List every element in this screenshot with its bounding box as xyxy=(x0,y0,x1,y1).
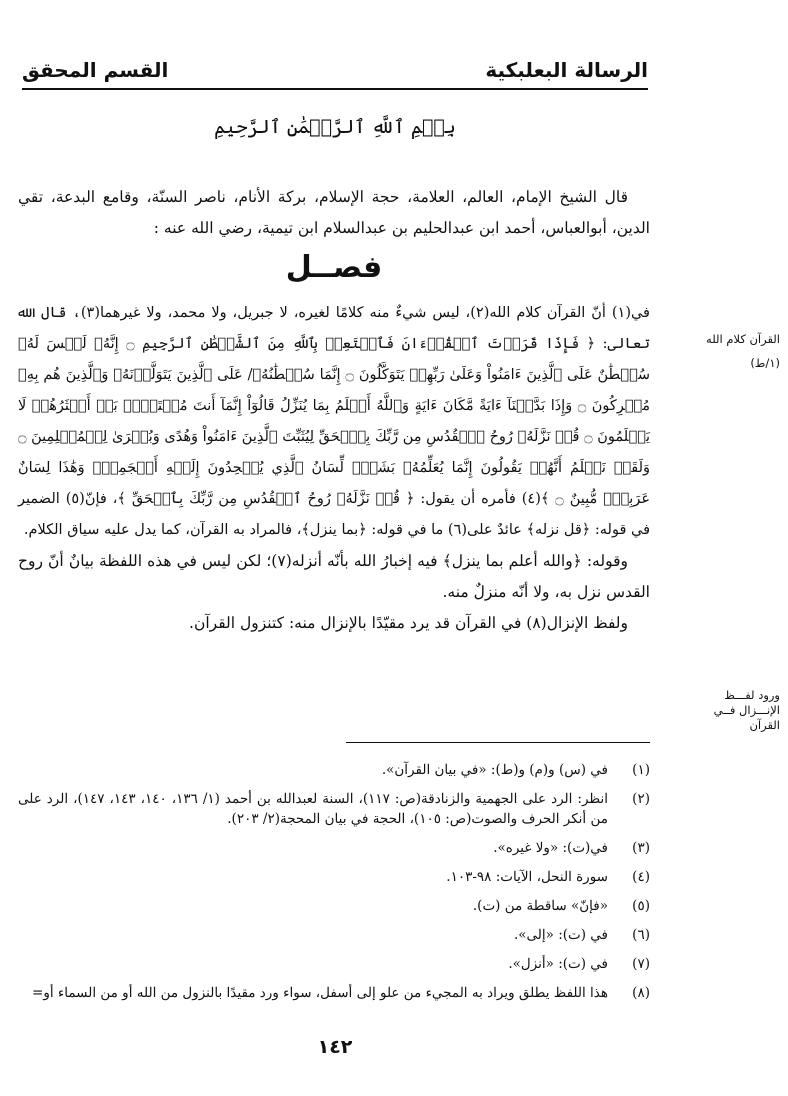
page-number: ١٤٢ xyxy=(317,1036,353,1058)
footnote xyxy=(18,789,650,829)
footnote-number: (٨) xyxy=(632,985,650,1001)
footnote-text: سورة النحل، الآيات: ٩٨-١٠٣. xyxy=(446,869,608,885)
footnote-text: انظر: الرد على الجهمية والزنادقة(ص: ١١٧)، السنة لعبدالله بن أحمد (١/ ١٣٦، ١٤٠، ١٤٣، ١٤٧)، الرد على من أنكر الحرف والصوت(ص: ١٠٥)، الحجة في بيان المحجة(٢/ ٢٠٣). xyxy=(18,791,608,827)
paragraph-ilfaz: ولفظ الإنزال(٨) في القرآن قد يرد مقيّدًا بالإنزال منه: كتنزول القرآن. xyxy=(189,614,628,632)
section-title: القسم المحقق xyxy=(22,58,169,82)
footnote-number: (١) xyxy=(632,762,650,778)
footnote-rule xyxy=(346,742,650,743)
book-title: الرسالة البعلبكية xyxy=(485,58,648,82)
footnote xyxy=(18,760,650,780)
footnote-text: في(ت): «ولا غيره». xyxy=(493,840,608,856)
margin-note-quran: القرآن كلام الله xyxy=(706,332,780,346)
footnote xyxy=(18,983,650,1003)
footnote xyxy=(18,867,650,887)
running-header xyxy=(22,58,648,90)
footnote-number: (٥) xyxy=(632,898,650,914)
footnote xyxy=(18,925,650,945)
section-heading: فصــل xyxy=(285,250,383,285)
footnote-number: (٧) xyxy=(632,956,650,972)
footnote-number: (٦) xyxy=(632,927,650,943)
footnote-text: في (س) و(م) و(ط): «في بيان القرآن». xyxy=(381,762,608,778)
main-text xyxy=(18,182,650,639)
footnote-text: في (ت): «أنزل». xyxy=(508,956,608,972)
footnote-text: «فإنّ» ساقطة من (ت). xyxy=(472,898,608,914)
footnote-number: (٤) xyxy=(632,869,650,885)
basmala: بِسۡمِ ٱللَّهِ ٱلرَّحۡمَٰنِ ٱلرَّحِيمِ xyxy=(214,116,456,138)
footnotes xyxy=(18,760,650,1012)
footnote xyxy=(18,896,650,916)
margin-note-folio: (١/ط) xyxy=(750,356,780,370)
footnote xyxy=(18,954,650,974)
paragraph-inzal: وقوله: ﴿والله أعلم بما ينزل﴾ فيه إخبارُ الله بأنّه أنزله(٧)؛ لكن ليس في هذه اللفظة بيانٌ أنّ روح القدس نزل به، ولا أنّه منزلٌ منه. xyxy=(18,552,650,601)
footnote-text: هذا اللفظ يطلق ويراد به المجيء من علو إلى أسفل، سواء ورد مقيدًا بالنزول من الله أو من السماء أو= xyxy=(32,985,608,1001)
margin-note-inzal: ورود لفـــظ الإنـــزال فــي القرآن xyxy=(713,688,780,732)
footnote-number: (٣) xyxy=(632,840,650,856)
footnote-text: في (ت): «إلى». xyxy=(513,927,608,943)
footnote xyxy=(18,838,650,858)
header-rule xyxy=(22,88,648,90)
paragraph-quran: في(١) أنّ القرآن كلام الله(٢)، ليس شيءٌ منه كلامًا لغيره، لا جبريل، ولا محمد، ولا غيرهما(٣)، قال الله تعالى: ﴿ فَإِذَا قَرَأۡتَ ٱلۡقُرۡءَانَ فَٱسۡتَعِذۡ بِٱللَّهِ مِنَ ٱلشَّيۡطَٰنِ ٱلرَّجِيمِ ۝ إِنَّهُۥ لَيۡسَ لَهُۥ سُلۡطَٰنٌ عَلَى ٱلَّذِينَ ءَامَنُواْ وَعَلَىٰ رَبِّهِمۡ يَتَوَكَّلُونَ ۝ إِنَّمَا سُلۡطَٰنُهُۥ/ عَلَى ٱلَّذِينَ يَتَوَلَّوۡنَهُۥ وَٱلَّذِينَ هُم بِهِۦ مُشۡرِكُونَ ۝ وَإِذَا بَدَّلۡنَآ ءَايَةً مَّكَانَ ءَايَةٍ وَٱللَّهُ أَعۡلَمُ بِمَا يُنَزِّلُ قَالُوٓاْ إِنَّمَآ أَنتَ مُفۡتَرِۭۚ بَلۡ أَكۡثَرُهُمۡ لَا يَعۡلَمُونَ ۝ قُلۡ نَزَّلَهُۥ رُوحُ ٱلۡقُدُسِ مِن رَّبِّكَ بِٱلۡحَقِّ لِيُثَبِّتَ ٱلَّذِينَ ءَامَنُواْ وَهُدًى وَبُشۡرَىٰ لِلۡمُسۡلِمِينَ ۝ وَلَقَدۡ نَعۡلَمُ أَنَّهُمۡ يَقُولُونَ إِنَّمَا يُعَلِّمُهُۥ بَشَرٞۗ لِّسَانُ ٱلَّذِي يُلۡحِدُونَ إِلَيۡهِ أَعۡجَمِيّٞ وَهَٰذَا لِسَانٌ عَرَبِيّٞ مُّبِينٌ ۝ ﴾(٤) فأمره أن يقول: ﴿ قُلۡ نَزَّلَهُۥ رُوحُ ٱلۡقُدُسِ مِن رَّبِّكَ بِٱلۡحَقِّ ﴾، فإنّ(٥) الضمير في قوله: ﴿قل نزله﴾ عائدٌ على(٦) ما في قوله: ﴿بما ينزل﴾، فالمراد به القرآن، كما يدل عليه سياق الكلام. xyxy=(18,305,651,538)
intro-paragraph: قال الشيخ الإمام، العالم، العلامة، حجة الإسلام، بركة الأنام، ناصر السنّة، وقامع البدعة، تقي الدين، أبوالعباس، أحمد ابن عبدالحليم بن عبدالسلام ابن تيمية، رضي الله عنه : xyxy=(18,188,650,237)
footnote-number: (٢) xyxy=(632,791,650,807)
